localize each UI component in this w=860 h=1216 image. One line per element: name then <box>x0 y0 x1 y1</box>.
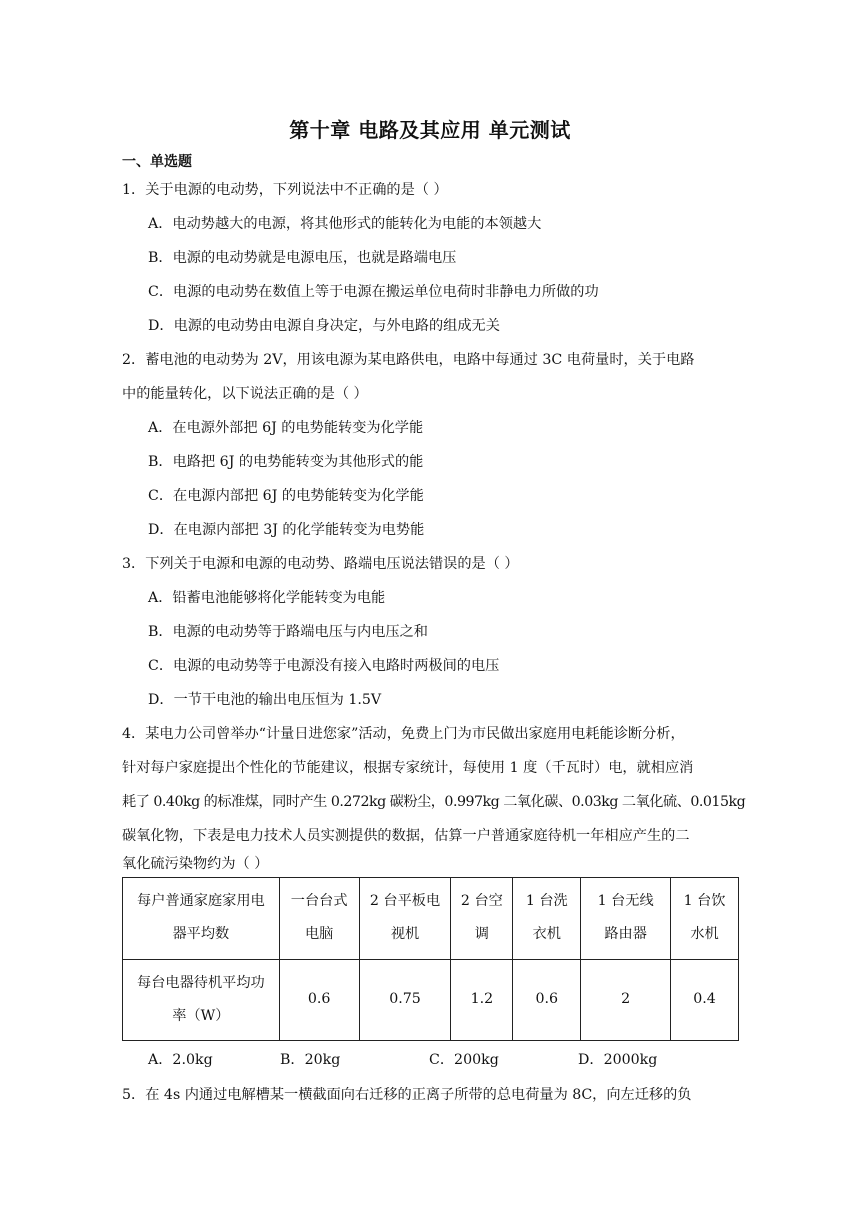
question-4-stem-line5: 氧化硫污染物约为（ ） <box>122 856 269 872</box>
table-cell: 每台电器待机平均功 率（W） <box>123 959 280 1041</box>
table-cell: 1 台洗 衣机 <box>513 878 581 960</box>
table-cell: 2 台空 调 <box>451 878 513 960</box>
question-2-option-a: A．在电源外部把 6J 的电势能转变为化学能 <box>148 420 424 436</box>
question-3-option-d: D．一节干电池的输出电压恒为 1.5V <box>148 692 382 708</box>
question-2-option-d: D．在电源内部把 3J 的化学能转变为电势能 <box>148 522 425 538</box>
table-cell: 一台台式 电脑 <box>279 878 359 960</box>
question-4-option-a: A．2.0kg <box>148 1052 213 1068</box>
table-row <box>123 959 739 1041</box>
question-2-stem-line1: 2．蓄电池的电动势为 2V，用该电源为某电路供电，电路中每通过 3C 电荷量时，关于电路 <box>122 352 695 368</box>
question-1-stem: 1．关于电源的电动势，下列说法中不正确的是（ ） <box>122 182 448 198</box>
question-3-option-a: A．铅蓄电池能够将化学能转变为电能 <box>148 590 386 606</box>
table-cell: 2 <box>581 959 671 1041</box>
question-2-stem-line2: 中的能量转化，以下说法正确的是（ ） <box>122 386 368 402</box>
table-cell: 2 台平板电 视机 <box>359 878 451 960</box>
question-4-stem-line1: 4．某电力公司曾举办“计量日进您家”活动，免费上门为市民做出家庭用电耗能诊断分析， <box>122 726 685 742</box>
question-2-option-c: C．在电源内部把 6J 的电势能转变为化学能 <box>148 488 424 504</box>
question-5-stem: 5．在 4s 内通过电解槽某一横截面向右迁移的正离子所带的总电荷量为 8C，向左迁移的负 <box>122 1087 692 1103</box>
question-1-option-c: C．电源的电动势在数值上等于电源在搬运单位电荷时非静电力所做的功 <box>148 284 599 300</box>
table-cell: 1 台饮 水机 <box>671 878 739 960</box>
question-3-option-c: C．电源的电动势等于电源没有接入电路时两极间的电压 <box>148 658 500 674</box>
table-row <box>123 878 739 960</box>
page-title: 第十章 电路及其应用 单元测试 <box>289 118 571 142</box>
table-cell: 1 台无线 路由器 <box>581 878 671 960</box>
question-4-stem-line4: 碳氧化物，下表是电力技术人员实测提供的数据，估算一户普通家庭待机一年相应产生的二 <box>122 828 690 844</box>
standby-power-table <box>122 877 739 1041</box>
question-1-option-b: B．电源的电动势就是电源电压，也就是路端电压 <box>148 250 457 266</box>
table-cell: 0.6 <box>279 959 359 1041</box>
question-1-option-d: D．电源的电动势由电源自身决定，与外电路的组成无关 <box>148 318 500 334</box>
table-cell: 每户普通家庭家用电 器平均数 <box>123 878 280 960</box>
question-4-option-b: B．20kg <box>280 1052 341 1068</box>
question-4-stem-line2: 针对每户家庭提出个性化的节能建议，根据专家统计，每使用 1 度（千瓦时）电，就相应消 <box>122 760 694 776</box>
table-cell: 0.75 <box>359 959 451 1041</box>
question-4-stem-line3: 耗了 0.40kg 的标准煤，同时产生 0.272kg 碳粉尘，0.997kg 二氧化碳、0.03kg 二氧化硫、0.015kg <box>122 794 746 810</box>
question-4-option-d: D．2000kg <box>578 1052 658 1068</box>
question-3-stem: 3．下列关于电源和电源的电动势、路端电压说法错误的是（ ） <box>122 556 519 572</box>
question-4-option-c: C．200kg <box>429 1052 499 1068</box>
table-cell: 0.4 <box>671 959 739 1041</box>
question-2-option-b: B．电路把 6J 的电势能转变为其他形式的能 <box>148 454 424 470</box>
table-cell: 0.6 <box>513 959 581 1041</box>
table-cell: 1.2 <box>451 959 513 1041</box>
question-3-option-b: B．电源的电动势等于路端电压与内电压之和 <box>148 624 428 640</box>
question-1-option-a: A．电动势越大的电源，将其他形式的能转化为电能的本领越大 <box>148 216 542 232</box>
section-heading: 一、单选题 <box>122 154 192 170</box>
